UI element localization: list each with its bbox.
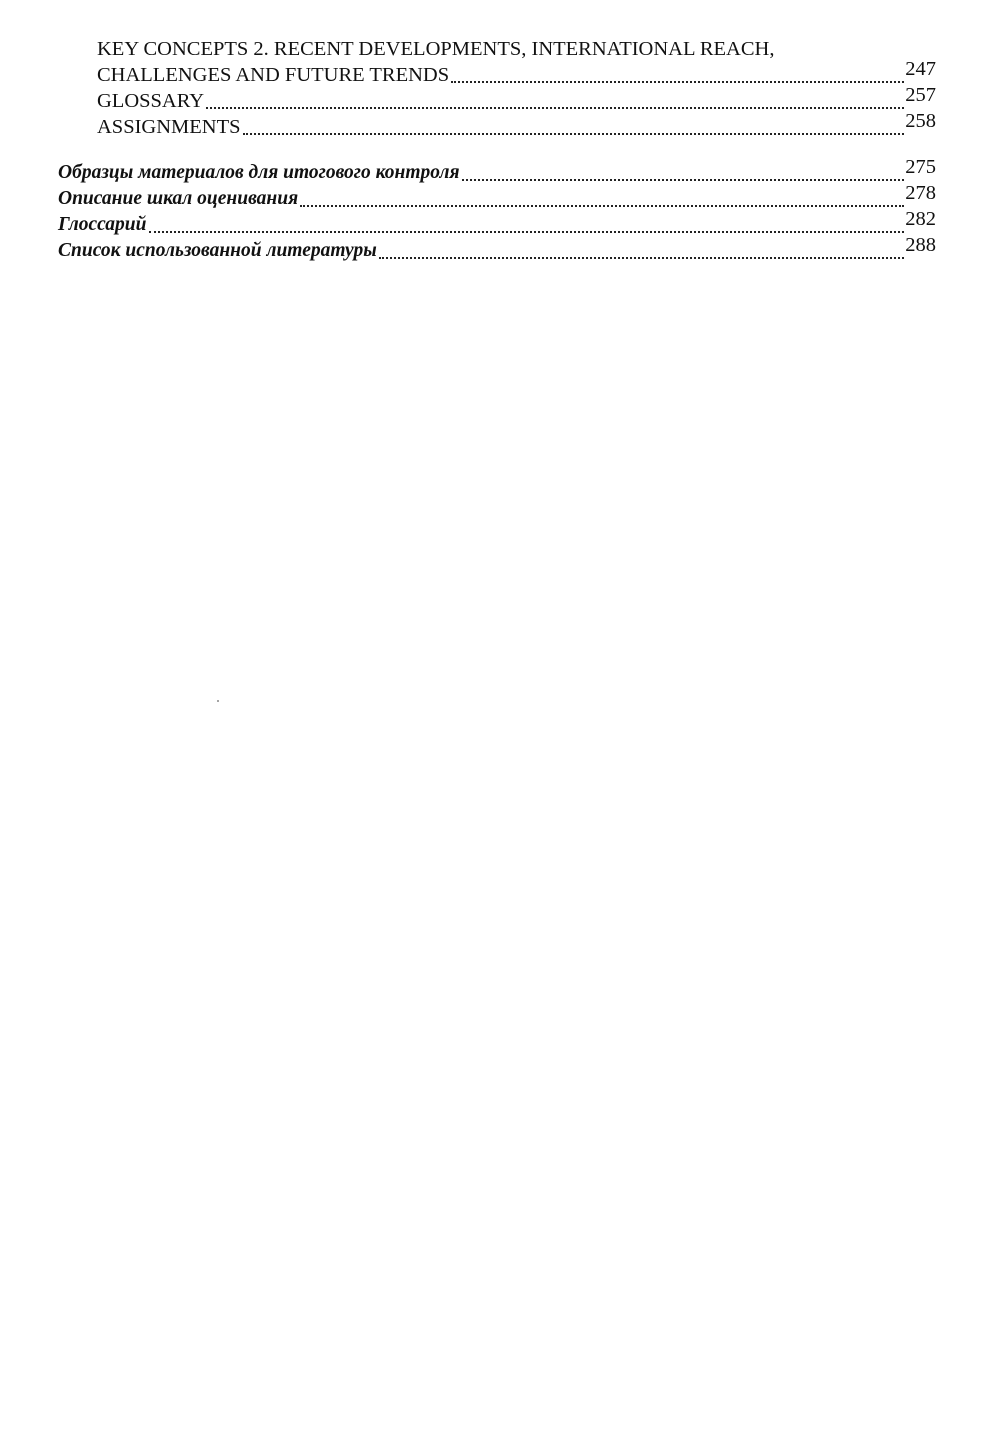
toc-entry-glossary-ru[interactable] — [58, 208, 936, 238]
toc-page-number: 258 — [905, 110, 936, 132]
toc-entry-final-control-samples[interactable] — [58, 156, 936, 186]
toc-page-number: 288 — [905, 234, 936, 256]
toc-entry-label: Глоссарий — [58, 214, 147, 235]
toc-entry-references[interactable] — [58, 234, 936, 264]
toc-page-number: 247 — [905, 58, 936, 80]
toc-entry-key-concepts[interactable] — [58, 58, 936, 88]
dot-leader — [462, 179, 905, 181]
toc-entry-label: ASSIGNMENTS — [97, 116, 241, 138]
toc-page-number: 278 — [905, 182, 936, 204]
toc-entry-glossary[interactable] — [58, 84, 936, 114]
toc-entry-label: Образцы материалов для итогового контроля — [58, 162, 460, 183]
dot-leader — [300, 205, 904, 207]
toc-entry-grading-scales[interactable] — [58, 182, 936, 212]
section-gap — [58, 140, 936, 160]
dot-leader — [206, 107, 904, 109]
scan-speck — [217, 700, 219, 702]
toc-entry-label: Описание шкал оценивания — [58, 188, 299, 209]
toc-entry-label: GLOSSARY — [97, 90, 205, 112]
dot-leader — [379, 257, 905, 259]
toc-entry-key-concepts-line1: KEY CONCEPTS 2. RECENT DEVELOPMENTS, INTERNATIONAL REACH, — [97, 38, 775, 60]
toc-entry-label: CHALLENGES AND FUTURE TRENDS — [97, 64, 450, 86]
toc-page-number: 275 — [905, 156, 936, 178]
dot-leader — [243, 133, 905, 135]
toc-page-number: 257 — [905, 84, 936, 106]
toc-entry-assignments[interactable] — [58, 110, 936, 140]
toc-page-number: 282 — [905, 208, 936, 230]
toc-entry-label: Список использованной литературы — [58, 240, 377, 261]
table-of-contents — [58, 36, 936, 264]
dot-leader — [451, 81, 904, 83]
dot-leader — [149, 231, 905, 233]
